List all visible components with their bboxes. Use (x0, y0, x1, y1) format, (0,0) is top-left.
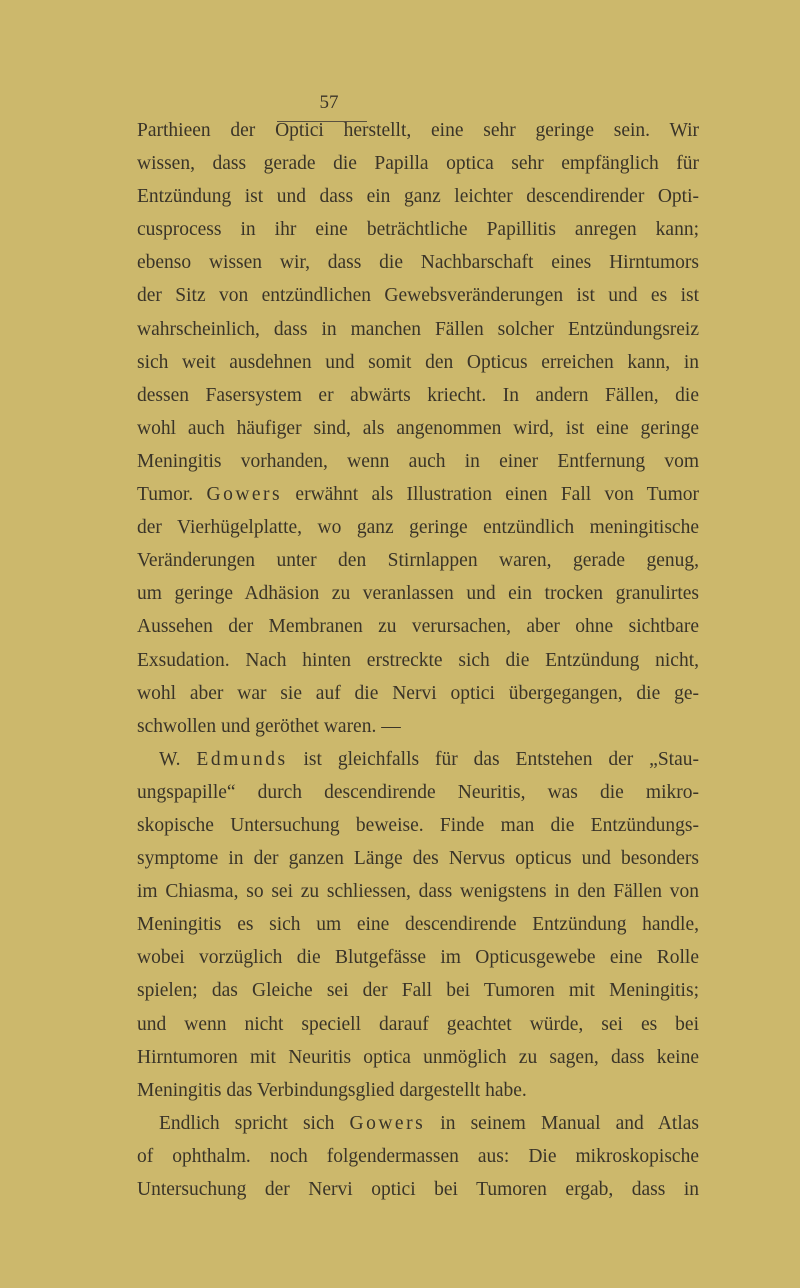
text-line: und wenn nicht speciell darauf geachtet würde, sei es bei (137, 1013, 699, 1035)
text-segment: erwähnt als Illustration einen Fall von Tumor (282, 484, 700, 506)
text-line: der Sitz von entzündlichen Gewebsveränderungen ist und es ist (137, 285, 699, 307)
text-line (137, 743, 699, 776)
page-number: 57 (319, 92, 339, 113)
text-line: Parthieen der Optici herstellt, eine sehr geringe sein. Wir (137, 120, 699, 141)
body-text (137, 114, 699, 1206)
text-line: Meningitis vorhanden, wenn auch in einer Entfernung vom (137, 450, 699, 472)
author-name: Gowers (206, 484, 283, 506)
text-line: Hirntumoren mit Neuritis optica unmöglich zu sagen, dass keine (137, 1046, 699, 1068)
author-name: Gowers (349, 1112, 426, 1134)
text-line: wohl auch häufiger sind, als angenommen wird, ist eine geringe (137, 417, 699, 439)
text-line: Meningitis das Verbindungsglied dargestellt habe. (137, 1079, 527, 1101)
text-segment: W. (159, 748, 197, 770)
text-line: sich weit ausdehnen und somit den Opticus erreichen kann, in (137, 351, 699, 373)
author-name: Edmunds (196, 748, 288, 770)
text-line: Aussehen der Membranen zu verursachen, aber ohne sichtbare (137, 616, 699, 638)
text-line: wissen, dass gerade die Papilla optica sehr empfänglich für (137, 153, 699, 175)
text-line: dessen Fasersystem er abwärts kriecht. In andern Fällen, die (137, 384, 699, 406)
text-line (137, 1107, 699, 1140)
text-line: spielen; das Gleiche sei der Fall bei Tumoren mit Meningitis; (137, 980, 699, 1002)
text-segment: Tumor. (137, 484, 207, 506)
text-segment: Endlich spricht sich (159, 1112, 350, 1134)
text-line: um geringe Adhäsion zu veranlassen und ein trocken granulirtes (137, 583, 699, 605)
text-line: ungspapille“ durch descendirende Neuritis, was die mikro- (137, 781, 699, 803)
text-line: symptome in der ganzen Länge des Nervus opticus und besonders (137, 848, 699, 870)
text-line: Meningitis es sich um eine descendirende Entzündung handle, (137, 914, 699, 936)
text-line: der Vierhügelplatte, wo ganz geringe entzündlich meningitische (137, 517, 699, 539)
text-line: ebenso wissen wir, dass die Nachbarschaft eines Hirntumors (137, 252, 699, 274)
text-segment: in seinem Manual and Atlas (425, 1112, 699, 1134)
text-segment: ist gleichfalls für das Entstehen der „Stau- (287, 748, 700, 770)
text-line: wobei vorzüglich die Blutgefässe im Opticusgewebe eine Rolle (137, 947, 699, 969)
text-line: skopische Untersuchung beweise. Finde man die Entzündungs- (137, 814, 699, 836)
text-line: im Chiasma, so sei zu schliessen, dass wenigstens in den Fällen von (137, 881, 699, 903)
text-line: Entzündung ist und dass ein ganz leichter descendirender Opti- (137, 186, 699, 208)
text-line: of ophthalm. noch folgendermassen aus: Die mikroskopische (137, 1145, 699, 1167)
text-line: schwollen und geröthet waren. — (137, 715, 401, 737)
text-line: wohl aber war sie auf die Nervi optici übergegangen, die ge- (137, 682, 699, 704)
text-line: Exsudation. Nach hinten erstreckte sich die Entzündung nicht, (137, 649, 699, 671)
text-line: cusprocess in ihr eine beträchtliche Papillitis anregen kann; (137, 219, 699, 241)
text-line: wahrscheinlich, dass in manchen Fällen solcher Entzündungsreiz (137, 318, 699, 340)
text-line: Untersuchung der Nervi optici bei Tumoren ergab, dass in (137, 1179, 699, 1200)
text-line (137, 478, 699, 511)
text-line: Veränderungen unter den Stirnlappen waren, gerade genug, (137, 550, 699, 572)
